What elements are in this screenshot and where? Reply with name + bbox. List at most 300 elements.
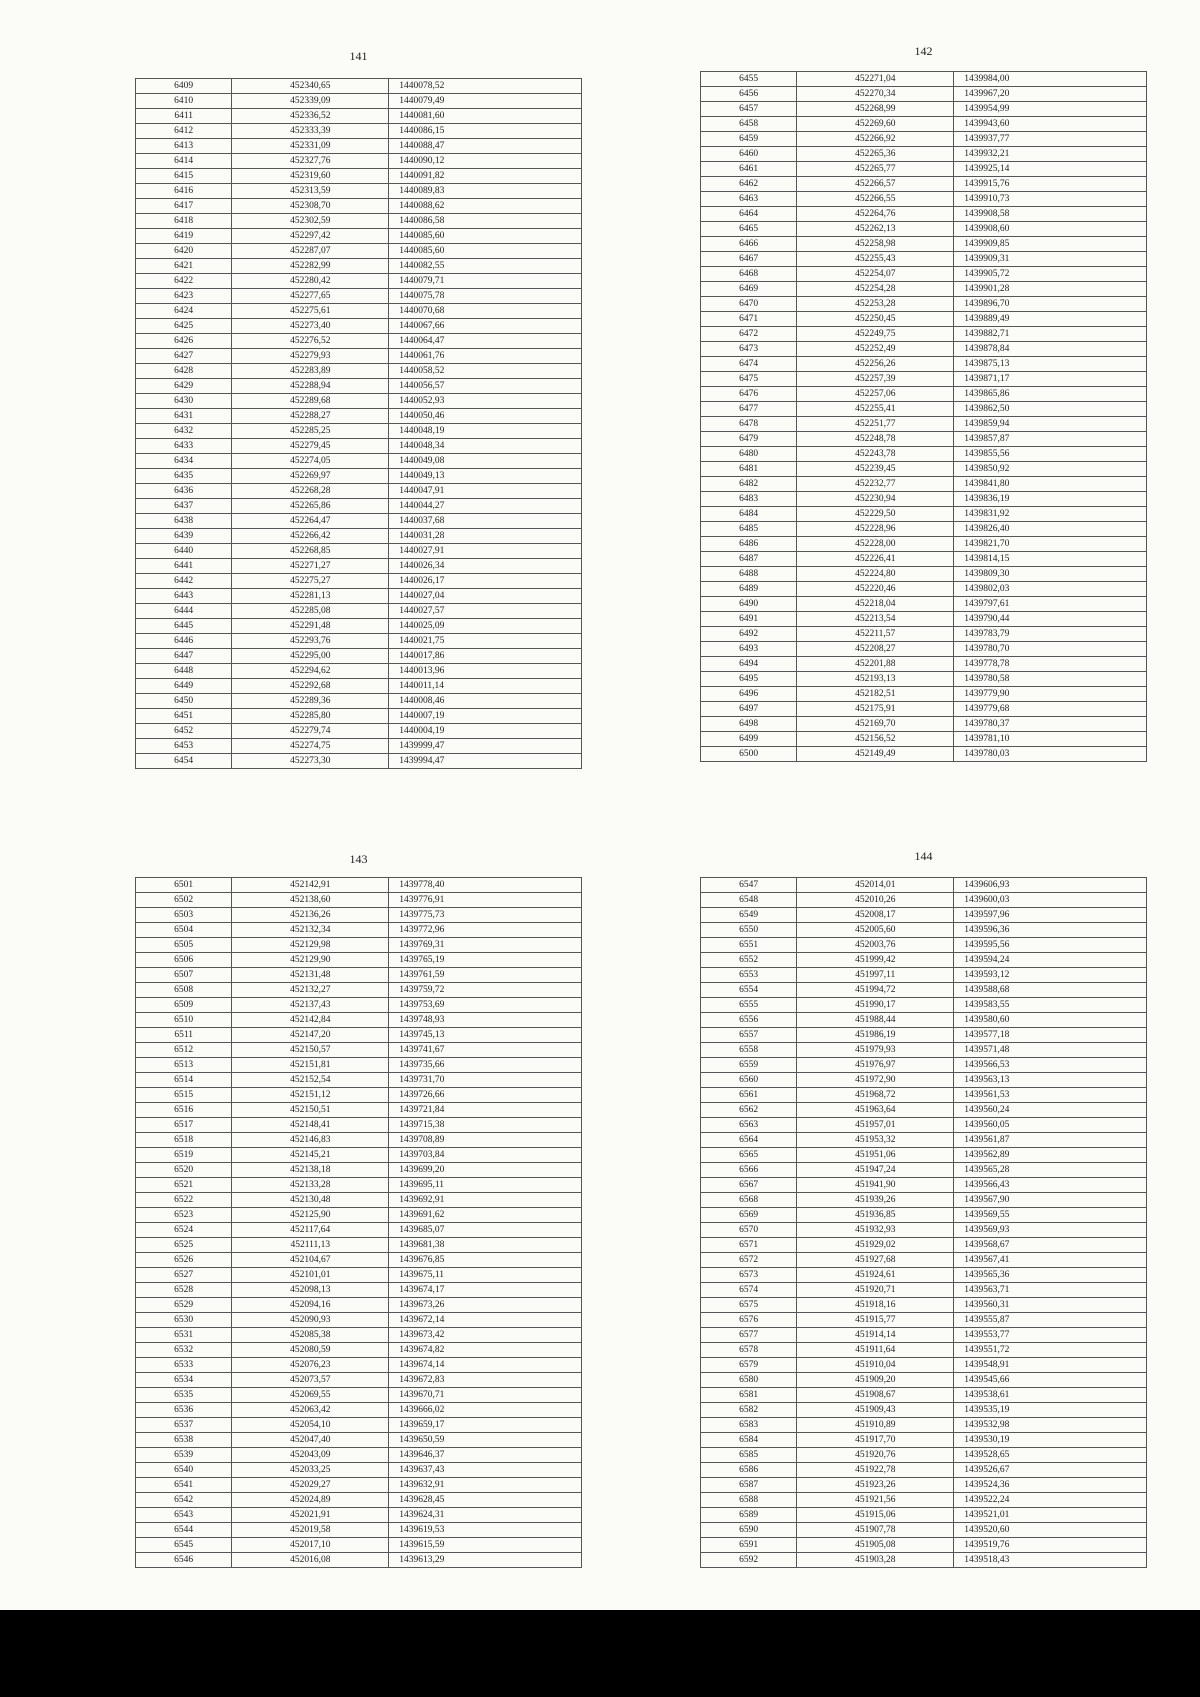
x-coordinate-cell: 452213,54 [797, 612, 954, 627]
table-row [136, 604, 582, 619]
x-coordinate-cell: 451990,17 [797, 998, 954, 1013]
point-number-cell: 6496 [701, 687, 797, 702]
y-coordinate-cell: 1439778,40 [389, 878, 582, 893]
point-number-cell: 6452 [136, 724, 232, 739]
y-coordinate-cell: 1439783,79 [954, 627, 1147, 642]
table-row [136, 983, 582, 998]
y-coordinate-cell: 1439571,48 [954, 1043, 1147, 1058]
x-coordinate-cell: 452250,45 [797, 312, 954, 327]
table-row [701, 717, 1147, 732]
y-coordinate-cell: 1439561,53 [954, 1088, 1147, 1103]
y-coordinate-cell: 1439909,31 [954, 252, 1147, 267]
point-number-cell: 6499 [701, 732, 797, 747]
point-number-cell: 6410 [136, 94, 232, 109]
y-coordinate-cell: 1439999,47 [389, 739, 582, 754]
y-coordinate-cell: 1440017,86 [389, 649, 582, 664]
point-number-cell: 6498 [701, 717, 797, 732]
y-coordinate-cell: 1439790,44 [954, 612, 1147, 627]
x-coordinate-cell: 452218,04 [797, 597, 954, 612]
table-row [136, 1313, 582, 1328]
y-coordinate-cell: 1439521,01 [954, 1508, 1147, 1523]
x-coordinate-cell: 452271,04 [797, 72, 954, 87]
point-number-cell: 6503 [136, 908, 232, 923]
y-coordinate-cell: 1439855,56 [954, 447, 1147, 462]
x-coordinate-cell: 451921,56 [797, 1493, 954, 1508]
point-number-cell: 6448 [136, 664, 232, 679]
x-coordinate-cell: 451922,78 [797, 1463, 954, 1478]
point-number-cell: 6533 [136, 1358, 232, 1373]
y-coordinate-cell: 1439580,60 [954, 1013, 1147, 1028]
y-coordinate-cell: 1440082,55 [389, 259, 582, 274]
table-row [136, 739, 582, 754]
x-coordinate-cell: 452010,26 [797, 893, 954, 908]
x-coordinate-cell: 452033,25 [232, 1463, 389, 1478]
point-number-cell: 6474 [701, 357, 797, 372]
x-coordinate-cell: 452255,43 [797, 252, 954, 267]
table-row [701, 1178, 1147, 1193]
point-number-cell: 6430 [136, 394, 232, 409]
point-number-cell: 6472 [701, 327, 797, 342]
x-coordinate-cell: 452003,76 [797, 938, 954, 953]
y-coordinate-cell: 1440079,49 [389, 94, 582, 109]
x-coordinate-cell: 452146,83 [232, 1133, 389, 1148]
table-row [136, 1493, 582, 1508]
point-number-cell: 6535 [136, 1388, 232, 1403]
point-number-cell: 6549 [701, 908, 797, 923]
y-coordinate-cell: 1440004,19 [389, 724, 582, 739]
point-number-cell: 6546 [136, 1553, 232, 1568]
x-coordinate-cell: 451910,89 [797, 1418, 954, 1433]
x-coordinate-cell: 452339,09 [232, 94, 389, 109]
point-number-cell: 6582 [701, 1403, 797, 1418]
point-number-cell: 6557 [701, 1028, 797, 1043]
point-number-cell: 6464 [701, 207, 797, 222]
point-number-cell: 6424 [136, 304, 232, 319]
point-number-cell: 6455 [701, 72, 797, 87]
x-coordinate-cell: 451907,78 [797, 1523, 954, 1538]
y-coordinate-cell: 1439859,94 [954, 417, 1147, 432]
point-number-cell: 6576 [701, 1313, 797, 1328]
table-row [701, 267, 1147, 282]
table-row [136, 1043, 582, 1058]
x-coordinate-cell: 452289,36 [232, 694, 389, 709]
table-row [701, 1448, 1147, 1463]
point-number-cell: 6461 [701, 162, 797, 177]
point-number-cell: 6529 [136, 1298, 232, 1313]
x-coordinate-cell: 452008,17 [797, 908, 954, 923]
x-coordinate-cell: 452145,21 [232, 1148, 389, 1163]
point-number-cell: 6578 [701, 1343, 797, 1358]
x-coordinate-cell: 452279,45 [232, 439, 389, 454]
table-row [136, 499, 582, 514]
x-coordinate-cell: 452327,76 [232, 154, 389, 169]
table-row [701, 1343, 1147, 1358]
table-row [701, 192, 1147, 207]
y-coordinate-cell: 1439562,89 [954, 1148, 1147, 1163]
table-row [136, 619, 582, 634]
y-coordinate-cell: 1440048,19 [389, 424, 582, 439]
y-coordinate-cell: 1439769,31 [389, 938, 582, 953]
point-number-cell: 6504 [136, 923, 232, 938]
y-coordinate-cell: 1440088,47 [389, 139, 582, 154]
y-coordinate-cell: 1440081,60 [389, 109, 582, 124]
point-number-cell: 6457 [701, 102, 797, 117]
point-number-cell: 6449 [136, 679, 232, 694]
table-row [136, 94, 582, 109]
table-row [701, 357, 1147, 372]
point-number-cell: 6526 [136, 1253, 232, 1268]
y-coordinate-cell: 1440007,19 [389, 709, 582, 724]
y-coordinate-cell: 1440026,34 [389, 559, 582, 574]
table-row [136, 1133, 582, 1148]
point-number-cell: 6540 [136, 1463, 232, 1478]
table-row [701, 1523, 1147, 1538]
table-row [136, 1163, 582, 1178]
x-coordinate-cell: 452285,80 [232, 709, 389, 724]
y-coordinate-cell: 1440086,58 [389, 214, 582, 229]
point-number-cell: 6581 [701, 1388, 797, 1403]
point-number-cell: 6521 [136, 1178, 232, 1193]
x-coordinate-cell: 452279,93 [232, 349, 389, 364]
y-coordinate-cell: 1439568,67 [954, 1238, 1147, 1253]
table-row [136, 1373, 582, 1388]
x-coordinate-cell: 452104,67 [232, 1253, 389, 1268]
point-number-cell: 6560 [701, 1073, 797, 1088]
y-coordinate-cell: 1439600,03 [954, 893, 1147, 908]
y-coordinate-cell: 1439882,71 [954, 327, 1147, 342]
y-coordinate-cell: 1439775,73 [389, 908, 582, 923]
point-number-cell: 6443 [136, 589, 232, 604]
y-coordinate-cell: 1439565,28 [954, 1163, 1147, 1178]
point-number-cell: 6528 [136, 1283, 232, 1298]
point-number-cell: 6416 [136, 184, 232, 199]
y-coordinate-cell: 1439875,13 [954, 357, 1147, 372]
point-number-cell: 6484 [701, 507, 797, 522]
y-coordinate-cell: 1440027,91 [389, 544, 582, 559]
point-number-cell: 6563 [701, 1118, 797, 1133]
y-coordinate-cell: 1439545,66 [954, 1373, 1147, 1388]
x-coordinate-cell: 452266,92 [797, 132, 954, 147]
point-number-cell: 6428 [136, 364, 232, 379]
x-coordinate-cell: 452271,27 [232, 559, 389, 574]
table-row [701, 492, 1147, 507]
y-coordinate-cell: 1440027,57 [389, 604, 582, 619]
y-coordinate-cell: 1440052,93 [389, 394, 582, 409]
table-row [701, 1328, 1147, 1343]
y-coordinate-cell: 1440011,14 [389, 679, 582, 694]
x-coordinate-cell: 452268,99 [797, 102, 954, 117]
table-row [701, 477, 1147, 492]
point-number-cell: 6561 [701, 1088, 797, 1103]
x-coordinate-cell: 452063,42 [232, 1403, 389, 1418]
point-number-cell: 6530 [136, 1313, 232, 1328]
y-coordinate-cell: 1439567,90 [954, 1193, 1147, 1208]
y-coordinate-cell: 1440027,04 [389, 589, 582, 604]
x-coordinate-cell: 451997,11 [797, 968, 954, 983]
y-coordinate-cell: 1439802,03 [954, 582, 1147, 597]
point-number-cell: 6469 [701, 282, 797, 297]
point-number-cell: 6419 [136, 229, 232, 244]
y-coordinate-cell: 1440031,28 [389, 529, 582, 544]
table-row [136, 154, 582, 169]
y-coordinate-cell: 1439699,20 [389, 1163, 582, 1178]
x-coordinate-cell: 452266,55 [797, 192, 954, 207]
point-number-cell: 6487 [701, 552, 797, 567]
y-coordinate-cell: 1439555,87 [954, 1313, 1147, 1328]
x-coordinate-cell: 451918,16 [797, 1298, 954, 1313]
x-coordinate-cell: 451963,64 [797, 1103, 954, 1118]
point-number-cell: 6470 [701, 297, 797, 312]
table-row [136, 679, 582, 694]
point-number-cell: 6451 [136, 709, 232, 724]
x-coordinate-cell: 452226,41 [797, 552, 954, 567]
y-coordinate-cell: 1439561,87 [954, 1133, 1147, 1148]
x-coordinate-cell: 452054,10 [232, 1418, 389, 1433]
point-number-cell: 6440 [136, 544, 232, 559]
point-number-cell: 6509 [136, 998, 232, 1013]
table-row [136, 1418, 582, 1433]
table-row [136, 304, 582, 319]
x-coordinate-cell: 452019,58 [232, 1523, 389, 1538]
point-number-cell: 6587 [701, 1478, 797, 1493]
point-number-cell: 6554 [701, 983, 797, 998]
point-number-cell: 6525 [136, 1238, 232, 1253]
table-row [701, 998, 1147, 1013]
y-coordinate-cell: 1439967,20 [954, 87, 1147, 102]
y-coordinate-cell: 1439780,70 [954, 642, 1147, 657]
point-number-cell: 6545 [136, 1538, 232, 1553]
x-coordinate-cell: 452268,85 [232, 544, 389, 559]
x-coordinate-cell: 452273,40 [232, 319, 389, 334]
y-coordinate-cell: 1439637,43 [389, 1463, 582, 1478]
table-row [136, 1148, 582, 1163]
point-number-cell: 6423 [136, 289, 232, 304]
y-coordinate-cell: 1439666,02 [389, 1403, 582, 1418]
y-coordinate-cell: 1439646,37 [389, 1448, 582, 1463]
y-coordinate-cell: 1439522,24 [954, 1493, 1147, 1508]
point-number-cell: 6495 [701, 672, 797, 687]
y-coordinate-cell: 1439526,67 [954, 1463, 1147, 1478]
point-number-cell: 6551 [701, 938, 797, 953]
x-coordinate-cell: 452111,13 [232, 1238, 389, 1253]
point-number-cell: 6462 [701, 177, 797, 192]
table-row [136, 923, 582, 938]
table-row [701, 1193, 1147, 1208]
point-number-cell: 6507 [136, 968, 232, 983]
y-coordinate-cell: 1439826,40 [954, 522, 1147, 537]
x-coordinate-cell: 451932,93 [797, 1223, 954, 1238]
y-coordinate-cell: 1439569,55 [954, 1208, 1147, 1223]
table-row [136, 349, 582, 364]
x-coordinate-cell: 451909,20 [797, 1373, 954, 1388]
point-number-cell: 6480 [701, 447, 797, 462]
point-number-cell: 6466 [701, 237, 797, 252]
x-coordinate-cell: 452308,70 [232, 199, 389, 214]
point-number-cell: 6556 [701, 1013, 797, 1028]
x-coordinate-cell: 452331,09 [232, 139, 389, 154]
table-row [136, 1178, 582, 1193]
table-row [701, 953, 1147, 968]
y-coordinate-cell: 1439528,65 [954, 1448, 1147, 1463]
table-row [136, 1463, 582, 1478]
y-coordinate-cell: 1439532,98 [954, 1418, 1147, 1433]
x-coordinate-cell: 452069,55 [232, 1388, 389, 1403]
x-coordinate-cell: 452256,26 [797, 357, 954, 372]
point-number-cell: 6486 [701, 537, 797, 552]
x-coordinate-cell: 452130,48 [232, 1193, 389, 1208]
y-coordinate-cell: 1440078,52 [389, 79, 582, 94]
point-number-cell: 6564 [701, 1133, 797, 1148]
y-coordinate-cell: 1440090,12 [389, 154, 582, 169]
y-coordinate-cell: 1439753,69 [389, 998, 582, 1013]
point-number-cell: 6524 [136, 1223, 232, 1238]
y-coordinate-cell: 1440091,82 [389, 169, 582, 184]
table-row [136, 1388, 582, 1403]
point-number-cell: 6433 [136, 439, 232, 454]
point-number-cell: 6548 [701, 893, 797, 908]
x-coordinate-cell: 452292,68 [232, 679, 389, 694]
y-coordinate-cell: 1439831,92 [954, 507, 1147, 522]
point-number-cell: 6553 [701, 968, 797, 983]
x-coordinate-cell: 452258,98 [797, 237, 954, 252]
table-row [701, 87, 1147, 102]
point-number-cell: 6437 [136, 499, 232, 514]
x-coordinate-cell: 452269,97 [232, 469, 389, 484]
y-coordinate-cell: 1439850,92 [954, 462, 1147, 477]
point-number-cell: 6511 [136, 1028, 232, 1043]
y-coordinate-cell: 1439915,76 [954, 177, 1147, 192]
y-coordinate-cell: 1439841,80 [954, 477, 1147, 492]
table-row [701, 447, 1147, 462]
point-number-cell: 6538 [136, 1433, 232, 1448]
y-coordinate-cell: 1439925,14 [954, 162, 1147, 177]
table-row [701, 312, 1147, 327]
x-coordinate-cell: 451920,76 [797, 1448, 954, 1463]
x-coordinate-cell: 452169,70 [797, 717, 954, 732]
x-coordinate-cell: 452319,60 [232, 169, 389, 184]
x-coordinate-cell: 452288,27 [232, 409, 389, 424]
x-coordinate-cell: 452254,28 [797, 282, 954, 297]
x-coordinate-cell: 452017,10 [232, 1538, 389, 1553]
point-number-cell: 6411 [136, 109, 232, 124]
table-row [136, 893, 582, 908]
y-coordinate-cell: 1439780,03 [954, 747, 1147, 762]
point-number-cell: 6523 [136, 1208, 232, 1223]
y-coordinate-cell: 1439520,60 [954, 1523, 1147, 1538]
x-coordinate-cell: 451908,67 [797, 1388, 954, 1403]
y-coordinate-cell: 1439624,31 [389, 1508, 582, 1523]
page-number: 144 [914, 849, 933, 863]
table-row [701, 938, 1147, 953]
coordinates-table [700, 877, 1147, 1568]
point-number-cell: 6572 [701, 1253, 797, 1268]
x-coordinate-cell: 452182,51 [797, 687, 954, 702]
x-coordinate-cell: 451986,19 [797, 1028, 954, 1043]
table-row [136, 169, 582, 184]
point-number-cell: 6438 [136, 514, 232, 529]
point-number-cell: 6534 [136, 1373, 232, 1388]
table-row [701, 1253, 1147, 1268]
table-row [701, 522, 1147, 537]
point-number-cell: 6583 [701, 1418, 797, 1433]
table-row [701, 1313, 1147, 1328]
point-number-cell: 6488 [701, 567, 797, 582]
x-coordinate-cell: 452295,00 [232, 649, 389, 664]
table-row [701, 702, 1147, 717]
x-coordinate-cell: 452224,80 [797, 567, 954, 582]
y-coordinate-cell: 1439905,72 [954, 267, 1147, 282]
point-number-cell: 6568 [701, 1193, 797, 1208]
x-coordinate-cell: 452279,74 [232, 724, 389, 739]
point-number-cell: 6435 [136, 469, 232, 484]
page-number: 142 [914, 44, 933, 58]
y-coordinate-cell: 1440085,60 [389, 244, 582, 259]
x-coordinate-cell: 452125,90 [232, 1208, 389, 1223]
point-number-cell: 6473 [701, 342, 797, 357]
table-row [136, 1403, 582, 1418]
point-number-cell: 6543 [136, 1508, 232, 1523]
x-coordinate-cell: 452073,57 [232, 1373, 389, 1388]
x-coordinate-cell: 451976,97 [797, 1058, 954, 1073]
y-coordinate-cell: 1439836,19 [954, 492, 1147, 507]
table-row [136, 649, 582, 664]
table-row [136, 634, 582, 649]
coordinates-table [135, 78, 582, 769]
point-number-cell: 6476 [701, 387, 797, 402]
table-row [701, 207, 1147, 222]
point-number-cell: 6502 [136, 893, 232, 908]
point-number-cell: 6510 [136, 1013, 232, 1028]
point-number-cell: 6547 [701, 878, 797, 893]
x-coordinate-cell: 452262,13 [797, 222, 954, 237]
table-row [136, 694, 582, 709]
y-coordinate-cell: 1439524,36 [954, 1478, 1147, 1493]
x-coordinate-cell: 451920,71 [797, 1283, 954, 1298]
point-number-cell: 6485 [701, 522, 797, 537]
x-coordinate-cell: 452249,75 [797, 327, 954, 342]
x-coordinate-cell: 451905,08 [797, 1538, 954, 1553]
table-row [701, 297, 1147, 312]
x-coordinate-cell: 452232,77 [797, 477, 954, 492]
table-row [701, 567, 1147, 582]
x-coordinate-cell: 452248,78 [797, 432, 954, 447]
point-number-cell: 6418 [136, 214, 232, 229]
point-number-cell: 6409 [136, 79, 232, 94]
x-coordinate-cell: 452266,42 [232, 529, 389, 544]
x-coordinate-cell: 452257,06 [797, 387, 954, 402]
table-row [701, 462, 1147, 477]
x-coordinate-cell: 452253,28 [797, 297, 954, 312]
point-number-cell: 6446 [136, 634, 232, 649]
y-coordinate-cell: 1439538,61 [954, 1388, 1147, 1403]
x-coordinate-cell: 452133,28 [232, 1178, 389, 1193]
table-row [701, 282, 1147, 297]
table-row [701, 1118, 1147, 1133]
y-coordinate-cell: 1439613,29 [389, 1553, 582, 1568]
x-coordinate-cell: 452132,34 [232, 923, 389, 938]
x-coordinate-cell: 452273,30 [232, 754, 389, 769]
coordinates-table [700, 71, 1147, 762]
point-number-cell: 6436 [136, 484, 232, 499]
x-coordinate-cell: 452076,23 [232, 1358, 389, 1373]
table-row [136, 184, 582, 199]
y-coordinate-cell: 1439551,72 [954, 1343, 1147, 1358]
point-number-cell: 6571 [701, 1238, 797, 1253]
y-coordinate-cell: 1439670,71 [389, 1388, 582, 1403]
x-coordinate-cell: 452047,40 [232, 1433, 389, 1448]
point-number-cell: 6441 [136, 559, 232, 574]
y-coordinate-cell: 1440089,83 [389, 184, 582, 199]
